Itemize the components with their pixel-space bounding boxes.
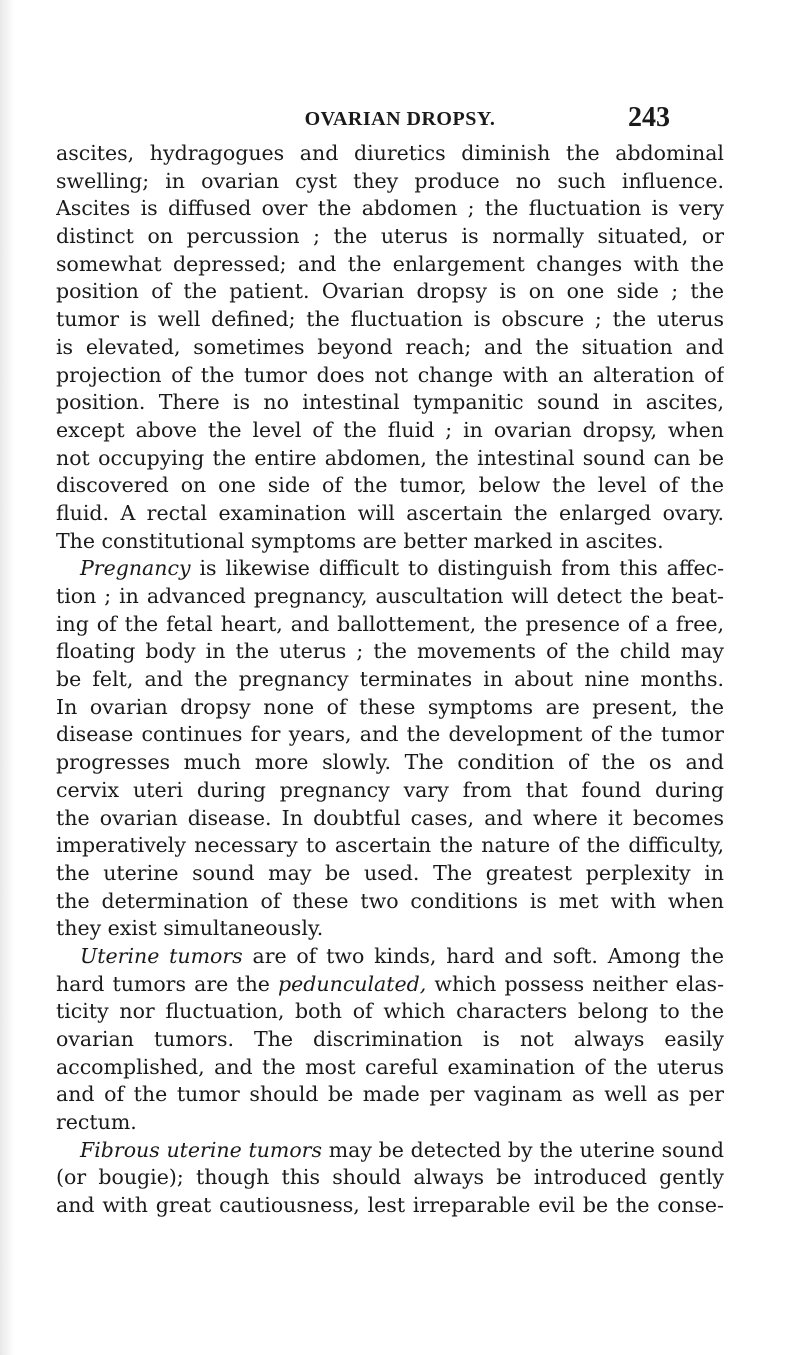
text-run: somewhat depressed; and the enlargement changes with the bbox=[56, 251, 724, 276]
text-run: fluid. A rectal examination will ascertain the enlarged ovary. bbox=[56, 500, 724, 525]
text-line bbox=[56, 749, 724, 777]
text-line bbox=[56, 140, 724, 168]
text-line bbox=[56, 528, 724, 556]
text-line bbox=[56, 278, 724, 306]
text-run: rectum. bbox=[56, 1110, 137, 1135]
text-line bbox=[56, 306, 724, 334]
text-line bbox=[56, 1054, 724, 1082]
text-run: discovered on one side of the tumor, below the level of the bbox=[56, 473, 724, 498]
text-line bbox=[56, 666, 724, 694]
text-line bbox=[56, 971, 724, 999]
text-line bbox=[56, 223, 724, 251]
text-line bbox=[56, 472, 724, 500]
italic-term: Pregnancy bbox=[80, 556, 191, 581]
text-run: are of two kinds, hard and soft. Among the bbox=[242, 943, 724, 968]
text-run: ing of the fetal heart, and ballottement, the presence of a free, bbox=[56, 611, 724, 636]
italic-term: Fibrous uterine tumors bbox=[80, 1137, 322, 1162]
text-line bbox=[56, 1026, 724, 1054]
italic-term: pedunculated, bbox=[278, 971, 427, 996]
text-line bbox=[56, 915, 724, 943]
text-line bbox=[56, 555, 724, 583]
text-run: except above the level of the fluid ; in ovarian dropsy, when bbox=[56, 417, 724, 442]
text-line bbox=[56, 1192, 724, 1220]
text-line bbox=[56, 638, 724, 666]
text-run: ascites, hydragogues and diuretics diminish the abdominal bbox=[56, 141, 724, 165]
text-run: and of the tumor should be made per vaginam as well as per bbox=[56, 1082, 724, 1107]
text-run: ovarian tumors. The discrimination is not always easily bbox=[56, 1027, 724, 1051]
text-line bbox=[56, 334, 724, 362]
text-line bbox=[56, 251, 724, 279]
text-run: accomplished, and the most careful examination of the uterus bbox=[56, 1054, 724, 1079]
text-run: position. There is no intestinal tympanitic sound in ascites, bbox=[56, 390, 724, 415]
text-line bbox=[56, 611, 724, 639]
text-run: ticity nor fluctuation, both of which characters belong to the bbox=[56, 999, 724, 1024]
page-edge-shadow bbox=[0, 0, 14, 1355]
text-run: distinct on percussion ; the uterus is normally situated, or bbox=[56, 224, 724, 249]
text-run: tumor is well defined; the fluctuation is obscure ; the uterus bbox=[56, 307, 724, 332]
body-text bbox=[56, 140, 724, 1220]
text-run: hard tumors are the bbox=[56, 971, 279, 996]
text-line bbox=[56, 805, 724, 833]
text-run: and with great cautiousness, lest irreparable evil be the conse- bbox=[56, 1193, 724, 1218]
text-run: is likewise difficult to distinguish from this affec- bbox=[190, 556, 724, 581]
text-run: be felt, and the pregnancy terminates in about nine months. bbox=[56, 667, 724, 692]
text-line bbox=[56, 777, 724, 805]
text-run: the ovarian disease. In doubtful cases, and where it becomes bbox=[56, 805, 724, 830]
text-line bbox=[56, 694, 724, 722]
text-line bbox=[56, 168, 724, 196]
text-line bbox=[56, 1164, 724, 1192]
text-run: the determination of these two conditions is met with when bbox=[56, 888, 724, 913]
text-run: The constitutional symptoms are better marked in ascites. bbox=[56, 528, 664, 553]
text-run: may be detected by the uterine sound bbox=[322, 1137, 724, 1162]
text-line bbox=[56, 389, 724, 417]
running-head: OVARIAN DROPSY. bbox=[304, 108, 496, 130]
text-run: disease continues for years, and the development of the tumor bbox=[56, 722, 724, 747]
text-run: not occupying the entire abdomen, the intestinal sound can be bbox=[56, 445, 724, 470]
text-line bbox=[56, 417, 724, 445]
text-run: progresses much more slowly. The condition of the os and bbox=[56, 750, 724, 775]
text-run: they exist simultaneously. bbox=[56, 916, 324, 941]
italic-term: Uterine tumors bbox=[80, 943, 243, 968]
text-line bbox=[56, 362, 724, 390]
text-run: projection of the tumor does not change with an alteration of bbox=[56, 362, 724, 387]
text-run: is elevated, sometimes beyond reach; and the situation and bbox=[56, 334, 724, 359]
text-run: which possess neither elas- bbox=[426, 971, 724, 996]
text-run: tion ; in advanced pregnancy, auscultation will detect the beat- bbox=[56, 584, 724, 608]
text-run: cervix uteri during pregnancy vary from that found during bbox=[56, 777, 724, 802]
text-line bbox=[56, 888, 724, 916]
text-line bbox=[56, 583, 724, 611]
page-header bbox=[0, 102, 800, 138]
text-line bbox=[56, 1137, 724, 1165]
text-line bbox=[56, 445, 724, 473]
text-run: (or bougie); though this should always be introduced gently bbox=[56, 1165, 724, 1190]
text-line bbox=[56, 998, 724, 1026]
text-run: floating body in the uterus ; the movements of the child may bbox=[56, 639, 724, 664]
text-line bbox=[56, 500, 724, 528]
text-line bbox=[56, 943, 724, 971]
text-line bbox=[56, 1081, 724, 1109]
text-line bbox=[56, 1109, 724, 1137]
text-run: position of the patient. Ovarian dropsy is on one side ; the bbox=[56, 279, 724, 304]
text-run: In ovarian dropsy none of these symptoms are present, the bbox=[56, 694, 724, 719]
text-line bbox=[56, 721, 724, 749]
text-run: Ascites is diffused over the abdomen ; the fluctuation is very bbox=[56, 196, 724, 221]
page-number: 243 bbox=[628, 102, 670, 133]
text-run: the uterine sound may be used. The greatest perplexity in bbox=[56, 860, 724, 885]
text-run: imperatively necessary to ascertain the nature of the difficulty, bbox=[56, 833, 724, 858]
text-line bbox=[56, 860, 724, 888]
text-run: swelling; in ovarian cyst they produce no such influence. bbox=[56, 168, 724, 193]
text-line bbox=[56, 832, 724, 860]
text-line bbox=[56, 195, 724, 223]
